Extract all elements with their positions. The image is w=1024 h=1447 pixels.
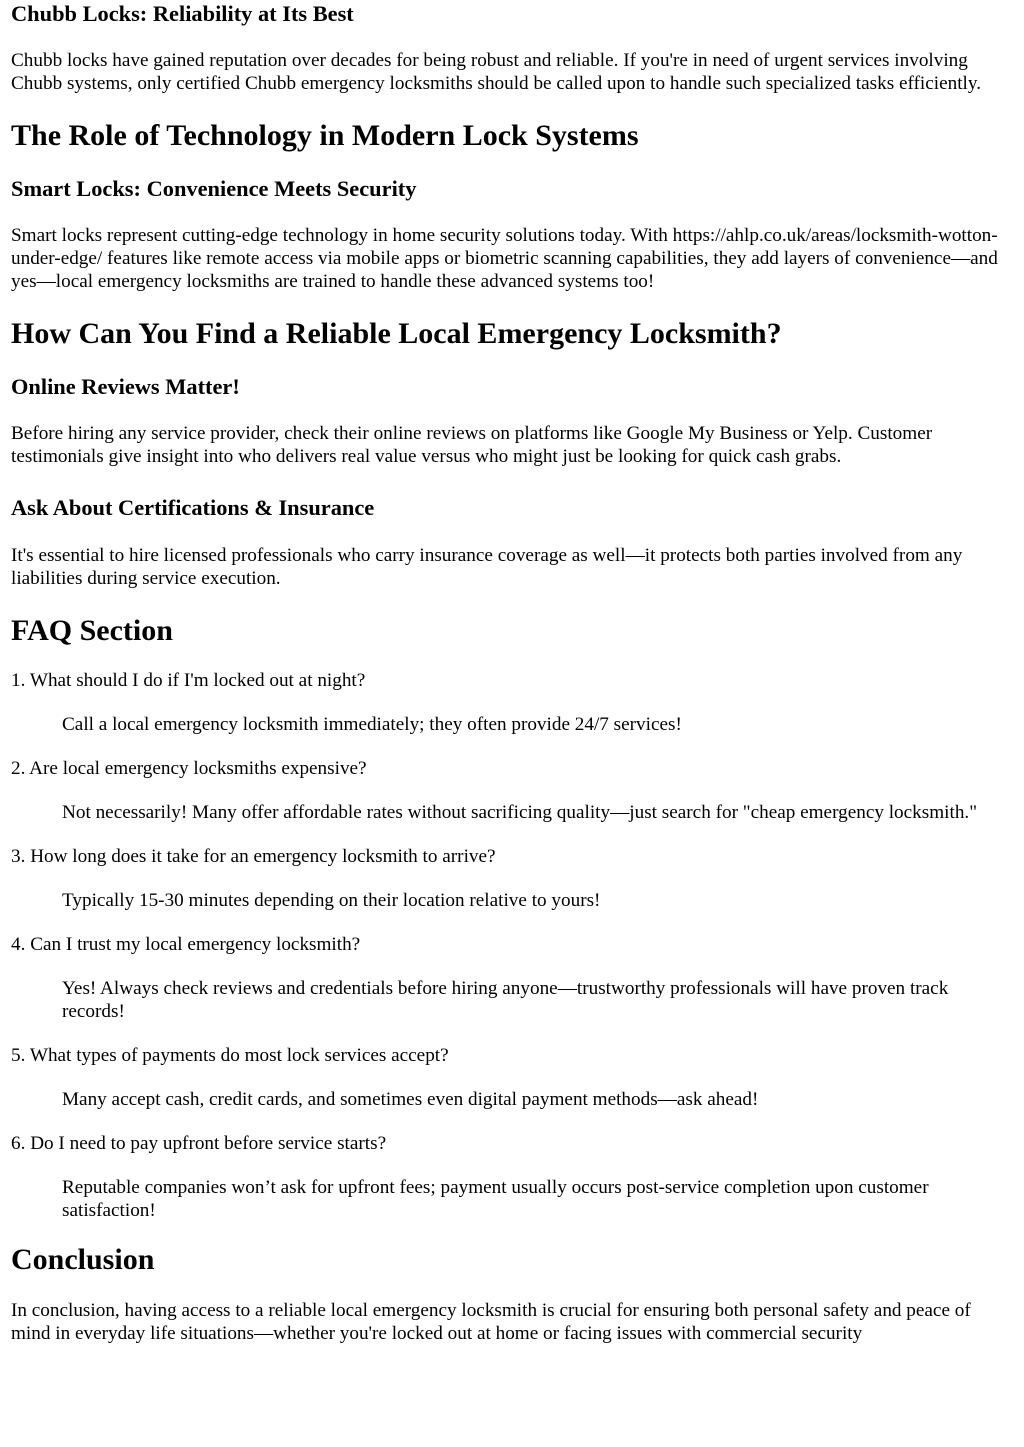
section-heading-technology: The Role of Technology in Modern Lock Systems	[11, 119, 639, 152]
paragraph-chubb: Chubb locks have gained reputation over decades for being robust and reliable. If you're in need of urgent services involving Chubb systems, only certified Chubb emergency locksmiths should be called upon to handle such specialized tasks efficiently.	[11, 50, 981, 94]
faq-question: 6. Do I need to pay upfront before service starts?	[11, 1133, 387, 1154]
section-heading-faq: FAQ Section	[11, 614, 173, 647]
faq-question: 5. What types of payments do most lock services accept?	[11, 1045, 449, 1066]
faq-list	[11, 669, 1013, 1222]
faq-answer: Typically 15-30 minutes depending on their location relative to yours!	[62, 890, 601, 911]
faq-item	[11, 933, 1013, 1023]
faq-answer: Not necessarily! Many offer affordable rates without sacrificing quality—just search for "cheap emergency locksmith."	[62, 802, 978, 823]
section-heading-find-locksmith: How Can You Find a Reliable Local Emergency Locksmith?	[11, 317, 782, 350]
section-heading-conclusion: Conclusion	[11, 1243, 155, 1276]
paragraph-smart-locks	[11, 224, 1013, 293]
faq-item	[11, 845, 1013, 912]
faq-question: 1. What should I do if I'm locked out at night?	[11, 670, 366, 691]
paragraph-conclusion: In conclusion, having access to a reliable local emergency locksmith is crucial for ensuring both personal safety and peace of mind in everyday life situations—whether you're locked out at home or facing issues with commercial security	[11, 1300, 971, 1344]
faq-question: 4. Can I trust my local emergency locksmith?	[11, 934, 361, 955]
faq-answer: Yes! Always check reviews and credentials before hiring anyone—trustworthy professionals will have proven track records!	[62, 978, 949, 1022]
subheading-smart-locks: Smart Locks: Convenience Meets Security	[11, 176, 417, 201]
plain-url-text: https://ahlp.co.uk/areas/locksmith-wotton-under-edge/	[11, 225, 998, 269]
smart-text-after: features like remote access via mobile apps or biometric scanning capabilities, they add layers of convenience—and yes—local emergency locksmiths are trained to handle these advanced systems too!	[11, 248, 998, 292]
faq-item	[11, 1132, 1013, 1222]
section-heading-chubb: Chubb Locks: Reliability at Its Best	[11, 1, 354, 26]
faq-item	[11, 1044, 1013, 1111]
faq-question: 2. Are local emergency locksmiths expensive?	[11, 758, 367, 779]
paragraph-certifications: It's essential to hire licensed professionals who carry insurance coverage as well—it protects both parties involved from any liabilities during service execution.	[11, 545, 963, 589]
subheading-certifications: Ask About Certifications & Insurance	[11, 495, 375, 520]
faq-question: 3. How long does it take for an emergency locksmith to arrive?	[11, 846, 496, 867]
article	[0, 1, 1024, 1345]
smart-text-before: Smart locks represent cutting-edge technology in home security solutions today. With	[11, 225, 673, 246]
subheading-online-reviews: Online Reviews Matter!	[11, 374, 240, 399]
faq-answer: Many accept cash, credit cards, and sometimes even digital payment methods—ask ahead!	[62, 1089, 759, 1110]
faq-answer: Reputable companies won’t ask for upfront fees; payment usually occurs post-service completion upon customer satisfaction!	[62, 1177, 929, 1221]
paragraph-online-reviews: Before hiring any service provider, check their online reviews on platforms like Google My Business or Yelp. Customer testimonials give insight into who delivers real value versus who might just be looking for quick cash grabs.	[11, 423, 933, 467]
faq-item	[11, 669, 1013, 736]
faq-item	[11, 757, 1013, 824]
faq-answer: Call a local emergency locksmith immediately; they often provide 24/7 services!	[62, 714, 682, 735]
